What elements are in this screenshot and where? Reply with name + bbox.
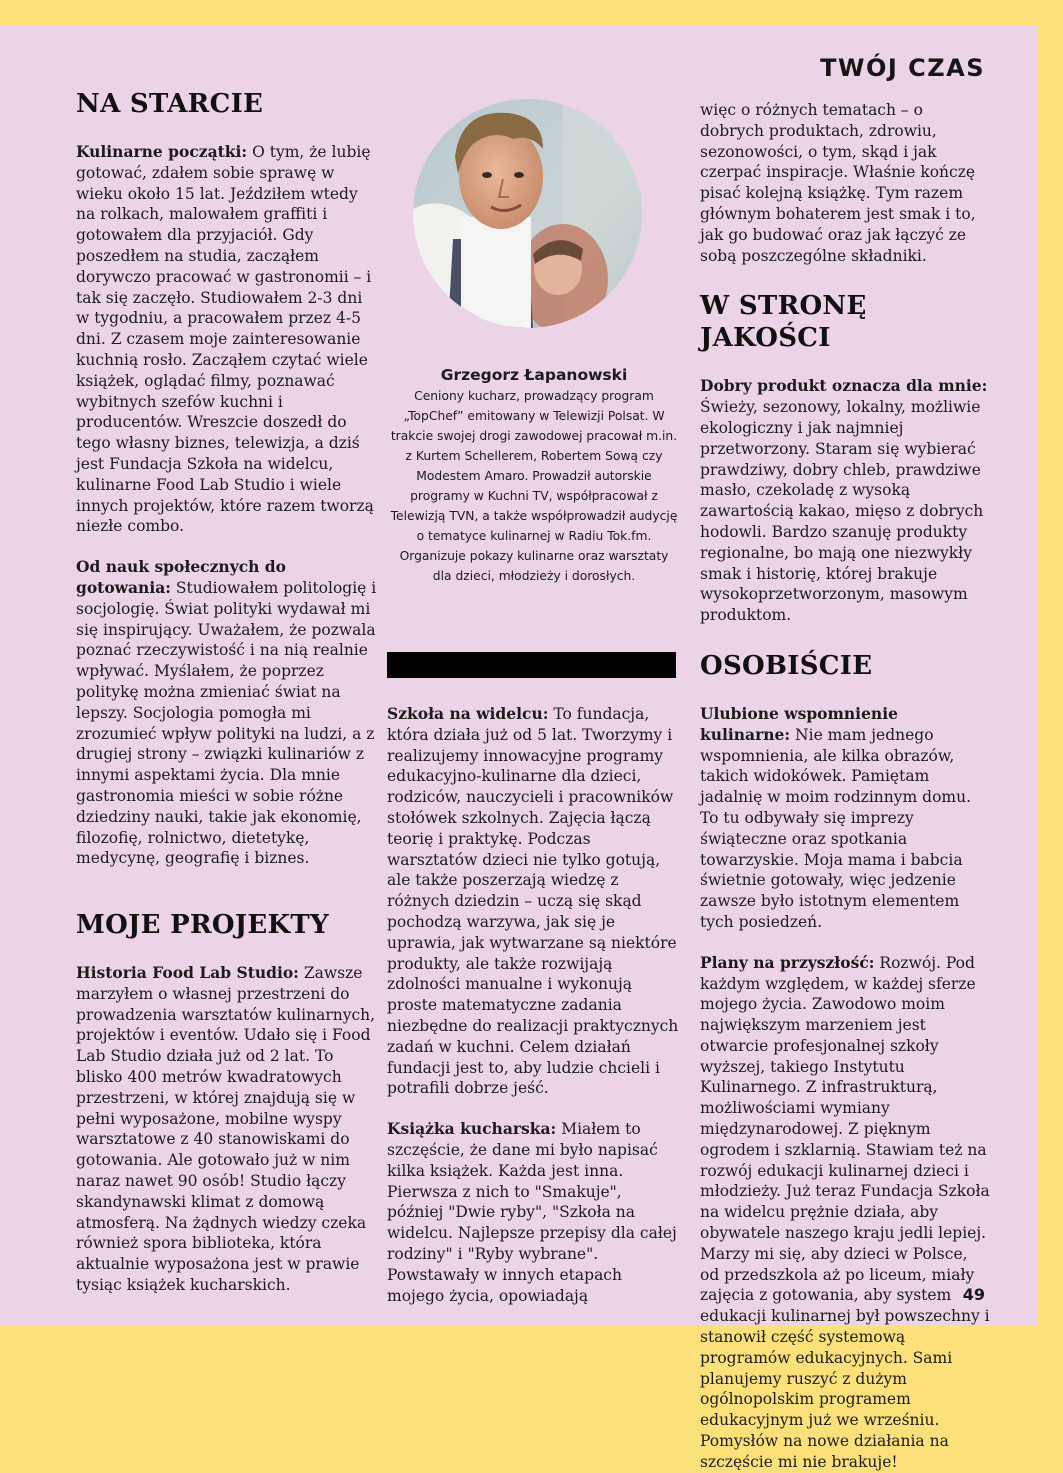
heading-na-starcie: NA STARCIE [76, 89, 264, 119]
column-middle [387, 704, 679, 1306]
black-bar [387, 652, 676, 678]
lead-label: Szkoła na widelcu: [387, 704, 549, 723]
lead-label: Historia Food Lab Studio: [76, 963, 299, 983]
paragraph-text: Zawsze marzyłem o własnej przestrzeni do prowadzenia warsztatów kulinarnych, projektów i eventów. Udało się i Food Lab Studio działa już od 2 lat. To blisko 400 metrów kwadratowych przestrzeni, w której znajdują się w pełni wyposażone, mobilne wyspy warsztatowe z 40 stanowiskami do gotowania. Ale gotowało już w nim naraz nawet 90 osób! Studio łączy skandynawski klimat z domową atmosferą. Na żądnych wiedzy czeka również spora biblioteka, która aktualnie wyposażona jest w prawie tysiąc książek kucharskich. [76, 964, 376, 1295]
lead-label: Plany na przyszłość: [700, 952, 875, 972]
paragraph-dobry-produkt [700, 376, 990, 626]
lead-label: Od nauk społecznych do gotowania: [76, 557, 286, 597]
lead-label: Książka kucharska: [387, 1119, 557, 1139]
paragraph-text: Nie mam jednego wspomnienia, ale kilka obrazów, takich widokówek. Pamiętam jadalnię w moim rodzinnym domu. To tu odbywały się imprezy świąteczne oraz spotkania towarzyskie. Moja mama i babcia świetnie gotowały, więc jedzenie zawsze było istotnym elementem tych posiedzeń. [700, 725, 972, 931]
paragraph-kulinarne-poczatki [76, 142, 378, 537]
heading-osobiscie: OSOBIŚCIE [700, 650, 873, 681]
section-tag: TWÓJ CZAS [820, 54, 985, 82]
paragraph-szkola-na-widelcu [387, 704, 679, 1099]
magazine-page [0, 26, 1037, 1471]
paragraph-nauki-spoleczne [76, 557, 378, 869]
paragraph-ksiazka-kucharska [387, 1119, 679, 1306]
portrait-photo [413, 99, 642, 328]
lead-label: Ulubione wspomnienie kulinarne: [700, 703, 898, 744]
profile-bio: Ceniony kucharz, prowadzący program „TopChef” emitowany w Telewizji Polsat. W trakcie swojej drogi zawodowej pracował m.in. z Kurtem Schellerem, Robertem Sową czy Modestem Amaro. Prowadził autorskie programy w Kuchni TV, współpracował z Telewizją TVN, a także współprowadził audycję o tematyce kulinarnej w Radiu Tok.fm. Organizuje pokazy kulinarne oraz warsztaty dla dzieci, młodzieży i dorosłych. [390, 389, 678, 583]
paragraph-text: O tym, że lubię gotować, zdałem sobie sprawę w wieku około 15 lat. Jeździłem wtedy na rolkach, malowałem graffiti i gotowałem dla przyjaciół. Gdy poszedłem na studia, zacząłem dorywczo pracować w gastronomii – i tak się zaczęło. Studiowałem 2-3 dni w tygodniu, a pracowałem przez 4-5 dni. Z czasem moje zainteresowanie kuchnią rosło. Zacząłem czytać wiele książek, oglądać filmy, poznawać wybitnych szefów kuchni i producentów. Wreszcie doszedł do tego własny biznes, telewizja, a dziś jest Fundacja Szkoła na widelcu, kulinarne Food Lab Studio i wiele innych projektów, które razem tworzą niezłe combo. [76, 143, 374, 536]
paragraph-food-lab-studio [76, 963, 378, 1296]
paragraph-ksiazka-continued: więc o różnych tematach – o dobrych produktach, zdrowiu, sezonowości, o tym, skąd i jak czerpać inspiracje. Właśnie kończę pisać kolejną książkę. Tym razem głównym bohaterem jest smak i to, jak go budować oraz jak łączyć ze sobą poszczególne składniki. [700, 101, 976, 265]
paragraph-text: Studiowałem politologię i socjologię. Świat polityki wydawał mi się inspirujący. Uważałem, że pozwala poznać rzeczywistość i na nią realnie wpływać. Myślałem, że poprzez politykę można zmieniać świat na lepszy. Socjologia pomogła mi zrozumieć wpływ polityki na ludzi, a z drugiej strony – związki kulinariów z innymi aspektami życia. Dla mnie gastronomia mieści w sobie różne dziedziny nauki, takie jak ekonomię, filozofię, rolnictwo, dietetykę, medycynę, geografię i biznes. [76, 578, 377, 868]
lead-label: Kulinarne początki: [76, 142, 248, 161]
paragraph-ulubione-wspomnienie [700, 704, 990, 933]
paragraph-plany-na-przyszlosc [700, 953, 990, 1473]
column-right [700, 100, 990, 1473]
lead-label: Dobry produkt oznacza dla mnie: [700, 376, 988, 396]
heading-moje-projekty: MOJE PROJEKTY [76, 910, 329, 941]
paragraph-text: Świeży, sezonowy, lokalny, możliwie ekologiczny i jak najmniej przetworzony. Staram się wybierać prawdziwy, dobry chleb, prawdziwe masło, czekoladę z wysoką zawartością kakao, mięso z dobrych hodowli. Bardzo szanuję produkty regionalne, bo mają one niezwykły smak i historię, której brakuje wysokoprzetworzonym, masowym produktom. [700, 398, 984, 625]
profile-name: Grzegorz Łapanowski [440, 366, 628, 384]
column-left [76, 88, 378, 1296]
paragraph-text: Miałem to szczęście, że dane mi było napisać kilka książek. Każda jest inna. Pierwsza z nich to "Smakuje", później "Dwie ryby", "Szkoła na widelcu. Najlepsze przepisy dla całej rodziny" i "Ryby wybrane". Powstawały w innych etapach mojego życia, opowiadają [387, 1120, 677, 1305]
page-number: 49 [962, 1285, 985, 1304]
heading-w-strone-jakosci: W STRONĘ JAKOŚCI [700, 291, 867, 354]
paragraph-text: Rozwój. Pod każdym względem, w każdej sferze mojego życia. Zawodowo moim największym marzeniem jest otwarcie profesjonalnej szkoły wyższej, takiego Instytutu Kulinarnego. Z infrastrukturą, możliwościami wymiany międzynarodowej. Z pięknym ogrodem i szklarnią. Stawiam też na rozwój edukacji kulinarnej dzieci i młodzieży. Już teraz Fundacja Szkoła na widelcu prężnie działa, aby obywatele naszego kraju jedli lepiej. Marzy mi się, aby dzieci w Polsce, od przedszkola aż po liceum, miały zajęcia z gotowania, aby system edukacji kulinarnej był powszechny i stanowił część systemową programów edukacyjnych. Sami planujemy ruszyć z dużym ogólnopolskim programem edukacyjnym już we wrześniu. Pomysłów na nowe działania na szczęście mi nie brakuje! [700, 953, 990, 1471]
profile-caption [389, 364, 679, 586]
paragraph-text: To fundacja, która działa już od 5 lat. Tworzymy i realizujemy innowacyjne programy edukacyjno-kulinarne dla dzieci, rodziców, nauczycieli i pracowników stołówek szkolnych. Zajęcia łączą teorię i praktykę. Podczas warsztatów dzieci nie tylko gotują, ale także poszerzają wiedzę z różnych dziedzin – uczą się skąd pochodzą warzywa, jak się je uprawia, jak wytwarzane są niektóre produkty, ale także rozwijają zdolności manualne i wykonują proste matematyczne zadania niezbędne do realizacji praktycznych zadań w kuchni. Celem działań fundacji jest to, aby ludzie chcieli i potrafili dobrze jeść. [387, 705, 679, 1098]
